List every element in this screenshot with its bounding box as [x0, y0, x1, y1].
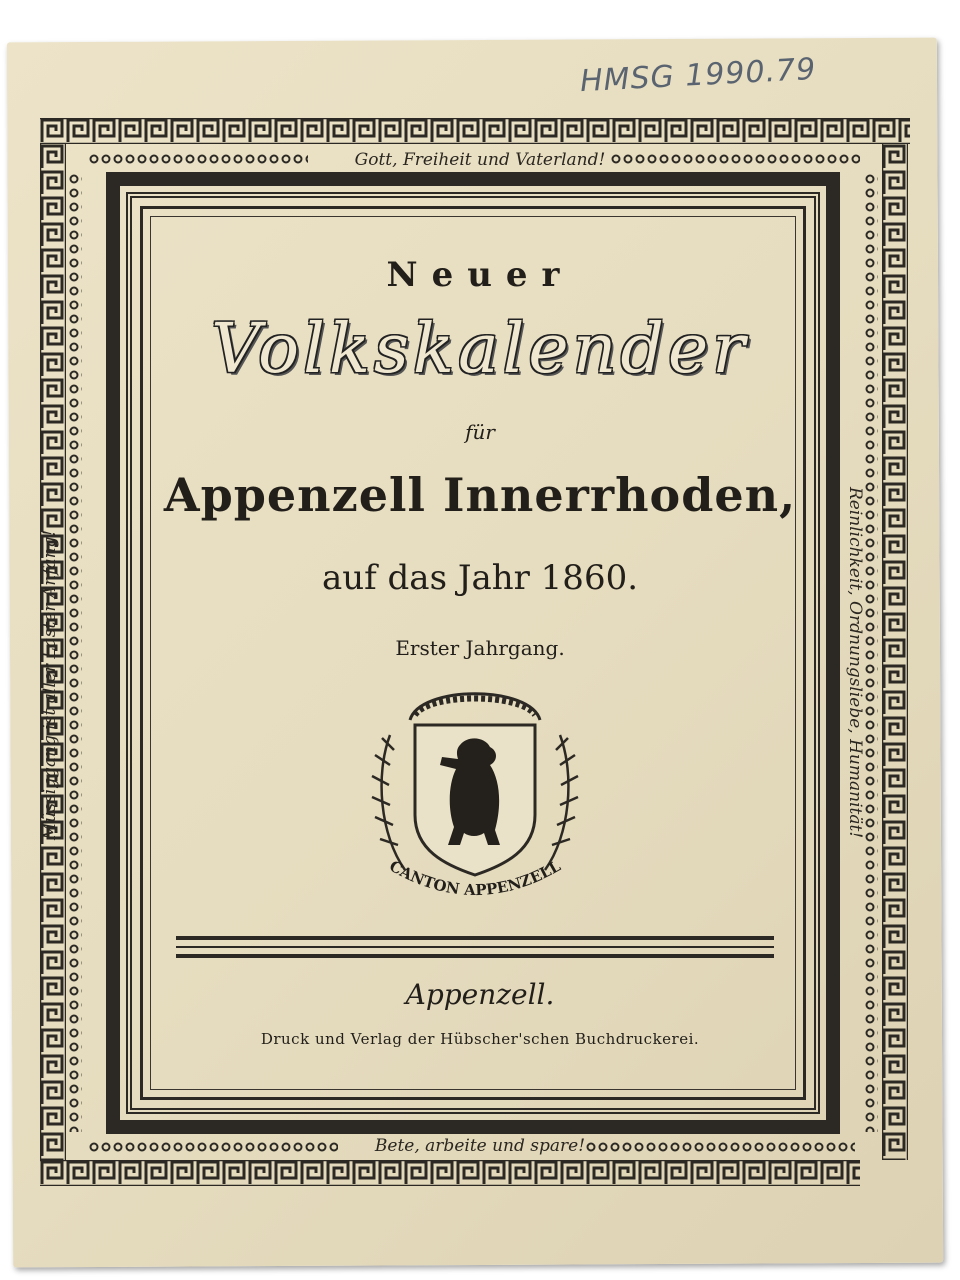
imprint-publisher: Druck und Verlag der Hübscher'schen Buchdruckerei. [260, 1030, 700, 1048]
motto-right: Reinlichkeit, Ordnungsliebe, Humanität! [845, 487, 865, 839]
imprint-city: Appenzell. [405, 978, 555, 1011]
greek-key-border-top [40, 118, 910, 144]
catalog-number: HMSG 1990.79 [579, 51, 818, 100]
bear-coat-of-arms-icon [360, 665, 590, 925]
title-neuer: Neuer [386, 255, 574, 295]
motto-left: Müssiggang ist aller Laster Anfang! [40, 529, 60, 841]
divider-rule-thin [176, 946, 774, 948]
crest-caption: CANTON APPENZELL [386, 856, 564, 900]
divider-rule-thick-2 [176, 954, 774, 958]
greek-key-border-bottom [40, 1160, 860, 1186]
motto-bottom: Bete, arbeite und spare! [374, 1136, 586, 1156]
title-volkskalender: Volkskalender [211, 310, 749, 389]
title-year: auf das Jahr 1860. [321, 558, 639, 598]
motto-top: Gott, Freiheit und Vaterland! [354, 150, 606, 170]
edition-label: Erster Jahrgang. [395, 636, 565, 660]
divider-rule-thick [176, 936, 774, 940]
title-appenzell-innerrhoden: Appenzell Innerrhoden, [163, 468, 797, 522]
title-fuer: für [465, 420, 495, 444]
